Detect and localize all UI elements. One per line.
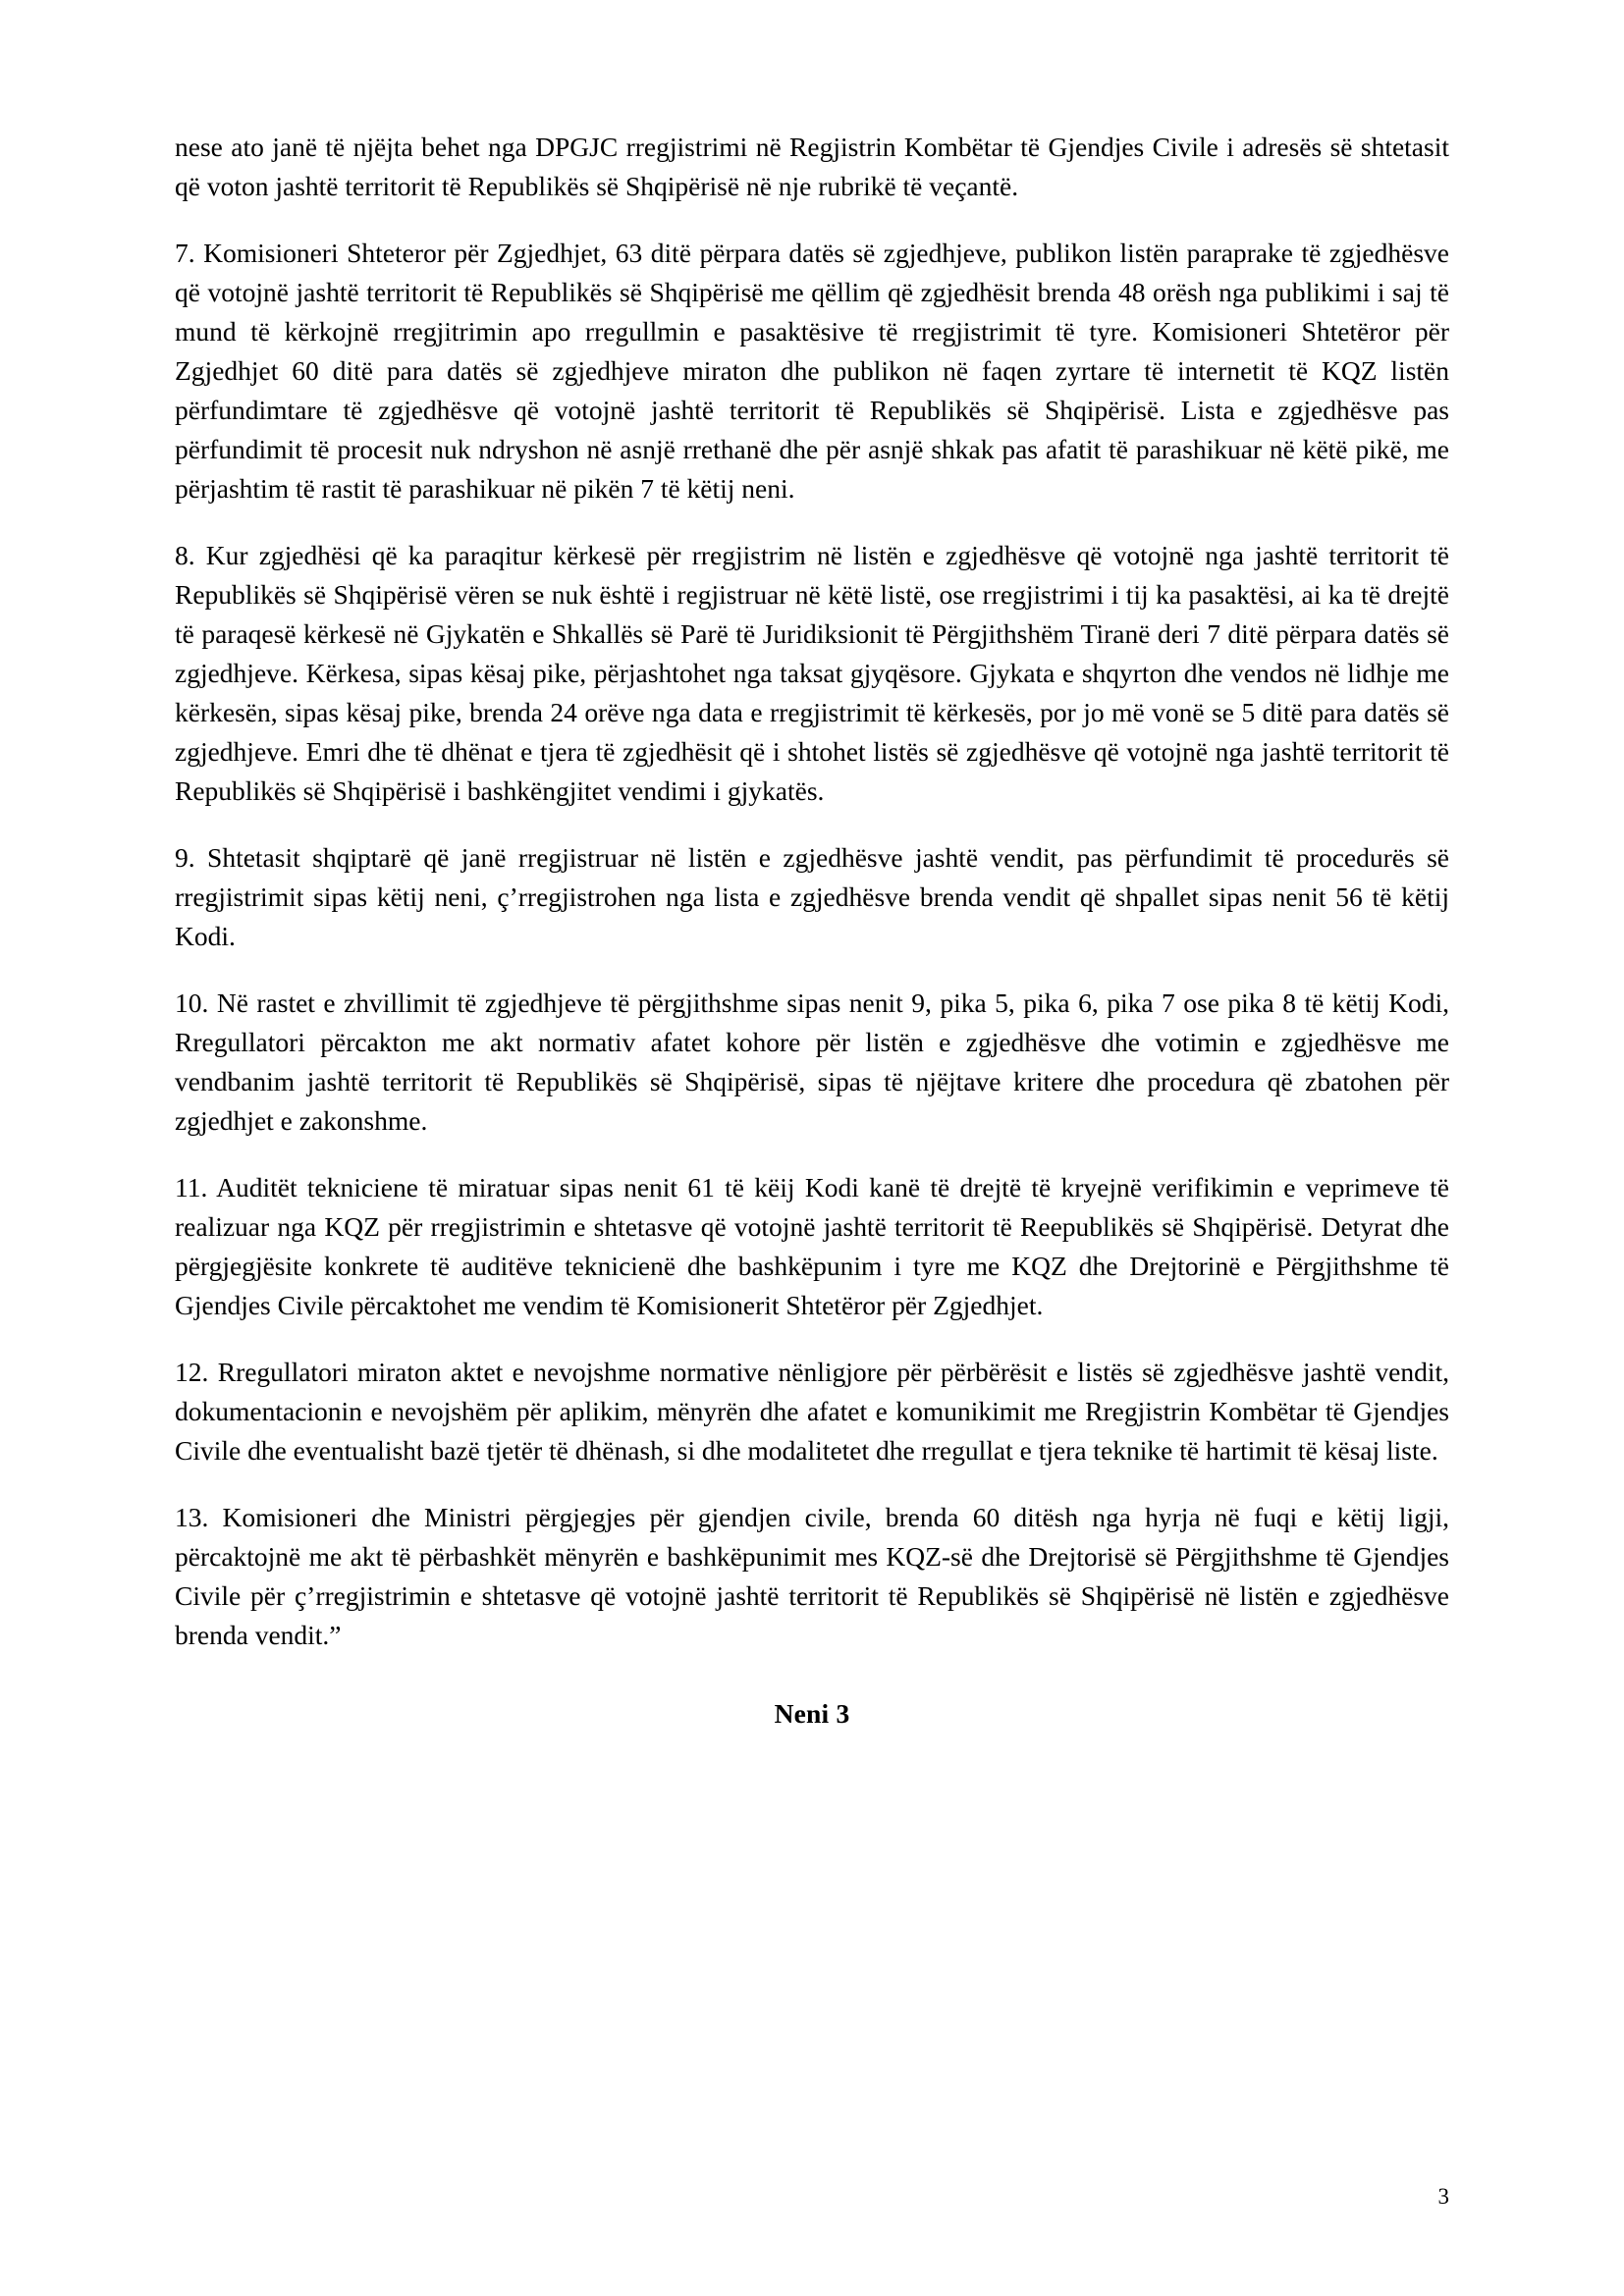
paragraph-item-7: 7. Komisioneri Shteteror për Zgjedhjet, 63 ditë përpara datës së zgjedhjeve, publikon listën paraprake të zgjedhësve që votojnë jashtë territorit të Republikës së Shqipërisë me qëllim që zgjedhësit brenda 48 orësh nga publikimi i saj të mund të kërkojnë rregjitrimin apo rregullmin e pasaktësive të rregjistrimit të tyre. Komisioneri Shtetëror për Zgjedhjet 60 ditë para datës së zgjedhjeve miraton dhe publikon në faqen zyrtare të internetit të KQZ listën përfundimtare të zgjedhësve që votojnë jashtë territorit të Republikës së Shqipërisë. Lista e zgjedhësve pas përfundimit të procesit nuk ndryshon në asnjë rrethanë dhe për asnjë shkak pas afatit të parashikuar në këtë pikë, me përjashtim të rastit të parashikuar në pikën 7 të këtij neni. xyxy=(175,238,1449,504)
paragraph-item-9: 9. Shtetasit shqiptarë që janë rregjistruar në listën e zgjedhësve jashtë vendit, pas përfundimit të procedurës së rregjistrimit sipas këtij neni, ç’rregjistrohen nga lista e zgjedhësve brenda vendit që shpallet sipas nenit 56 të këtij Kodi. xyxy=(175,842,1449,951)
paragraph-item-10: 10. Në rastet e zhvillimit të zgjedhjeve të përgjithshme sipas nenit 9, pika 5, pika 6, pika 7 ose pika 8 të këtij Kodi, Rregullatori përcakton me akt normativ afatet kohore për listën e zgjedhësve dhe votimin e zgjedhësve me vendbanim jashtë territorit të Republikës së Shqipërisë, sipas të njëjtave kritere dhe procedura që zbatohen për zgjedhjet e zakonshme. xyxy=(175,988,1449,1136)
page-number: 3 xyxy=(1437,2184,1449,2209)
section-heading: Neni 3 xyxy=(774,1698,850,1729)
paragraph-item-11: 11. Auditët tekniciene të miratuar sipas nenit 61 të këij Kodi kanë të drejtë të kryejnë verifikimin e veprimeve të realizuar nga KQZ për rregjistrimin e shtetasve që votojnë jashtë territorit të Reepublikës së Shqipërisë. Detyrat dhe përgjegjësite konkrete të auditëve teknicienë dhe bashkëpunim i tyre me KQZ dhe Drejtorinë e Përgjithshme të Gjendjes Civile përcaktohet me vendim të Komisionerit Shtetëror për Zgjedhjet. xyxy=(175,1172,1449,1320)
paragraph-continuation: nese ato janë të njëjta behet nga DPGJC rregjistrimi në Regjistrin Kombëtar të Gjendjes Civile i adresës së shtetasit që voton jashtë territorit të Republikës së Shqipërisë në nje rubrikë të veçantë. xyxy=(175,132,1449,201)
paragraph-item-12: 12. Rregullatori miraton aktet e nevojshme normative nënligjore për përbërësit e listës së zgjedhësve jashtë vendit, dokumentacionin e nevojshëm për aplikim, mënyrën dhe afatet e komunikimit me Rregjistrin Kombëtar të Gjendjes Civile dhe eventualisht bazë tjetër të dhënash, si dhe modalitetet dhe rregullat e tjera teknike të hartimit të kësaj liste. xyxy=(175,1357,1449,1466)
document-body xyxy=(175,128,1449,1730)
paragraph-item-8: 8. Kur zgjedhësi që ka paraqitur kërkesë për rregjistrim në listën e zgjedhësve që votojnë nga jashtë territorit të Republikës së Shqipërisë vëren se nuk është i regjistruar në këtë listë, ose rregjistrimi i tij ka pasaktësi, ai ka të drejtë të paraqesë kërkesë në Gjykatën e Shkallës së Parë të Juridiksionit të Përgjithshëm Tiranë deri 7 ditë përpara datës së zgjedhjeve. Kërkesa, sipas kësaj pike, përjashtohet nga taksat gjyqësore. Gjykata e shqyrton dhe vendos në lidhje me kërkesën, sipas kësaj pike, brenda 24 orëve nga data e rregjistrimit të kërkesës, por jo më vonë se 5 ditë para datës së zgjedhjeve. Emri dhe të dhënat e tjera të zgjedhësit që i shtohet listës së zgjedhësve që votojnë nga jashtë territorit të Republikës së Shqipërisë i bashkëngjitet vendimi i gjykatës. xyxy=(175,540,1449,806)
paragraph-item-13: 13. Komisioneri dhe Ministri përgjegjes për gjendjen civile, brenda 60 ditësh nga hyrja në fuqi e këtij ligji, përcaktojnë me akt të përbashkët mënyrën e bashkëpunimit mes KQZ-së dhe Drejtorisë së Përgjithshme të Gjendjes Civile për ç’rregjistrimin e shtetasve që votojnë jashtë territorit të Republikës së Shqipërisë në listën e zgjedhësve brenda vendit.” xyxy=(175,1502,1449,1650)
